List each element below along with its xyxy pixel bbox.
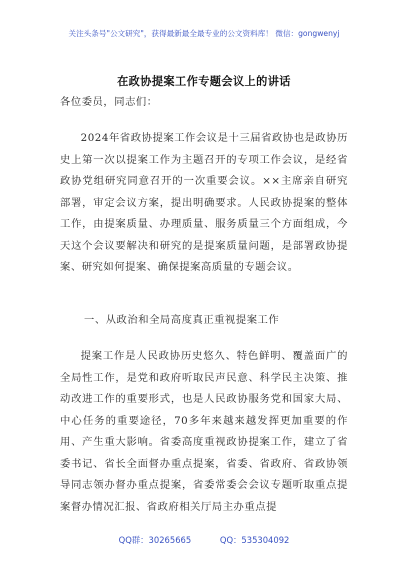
footer-qq-group: QQ群：30265665 [118, 535, 192, 545]
salutation: 各位委员，同志们： [60, 96, 158, 108]
footer-contact [0, 534, 408, 546]
paragraph-intro: 2024年省政协提案工作会议是十三届省政协也是政协历史上第一次以提案工作为主题召开的专项工作会议，是经省政协党组研究同意召开的一次重要会议。××主席亲自研究部署，审定会议方案，提出明确要求。人民政协提案的整体工作，由提案质量、办理质量、服务质量三个方面组成，今天这个会议要解决和研究的是提案质量问题，是部署政协提案、研究如何提案、确保提案高质量的专题会议。 [60, 132, 348, 273]
section-heading: 一、从政治和全局高度真正重视提案工作 [84, 314, 280, 326]
page-title: 在政协提案工作专题会议上的讲话 [117, 74, 291, 88]
footer-qq: QQ：535304092 [219, 535, 290, 545]
header-banner: 关注头条号"公文研究"，获得最新最全最专业的公文资料库！ 微信：gongwenyj [68, 29, 340, 38]
paragraph-section-one: 提案工作是人民政协历史悠久、特色鲜明、覆盖面广的全局性工作，是党和政府听取民声民意、科学民主决策、推动改进工作的重要形式，也是人民政协服务党和国家大局、中心任务的重要途径，70多年来越来越发挥更加重要的作用、产生重大影响。省委高度重视政协提案工作，建立了省委书记、省长全面督办重点提案，省委、省政府、省政协领导同志领办督办重点提案，省委常委会会议专题听取重点提案督办情况汇报、省政府相关厅局主办重点提 [60, 350, 348, 513]
